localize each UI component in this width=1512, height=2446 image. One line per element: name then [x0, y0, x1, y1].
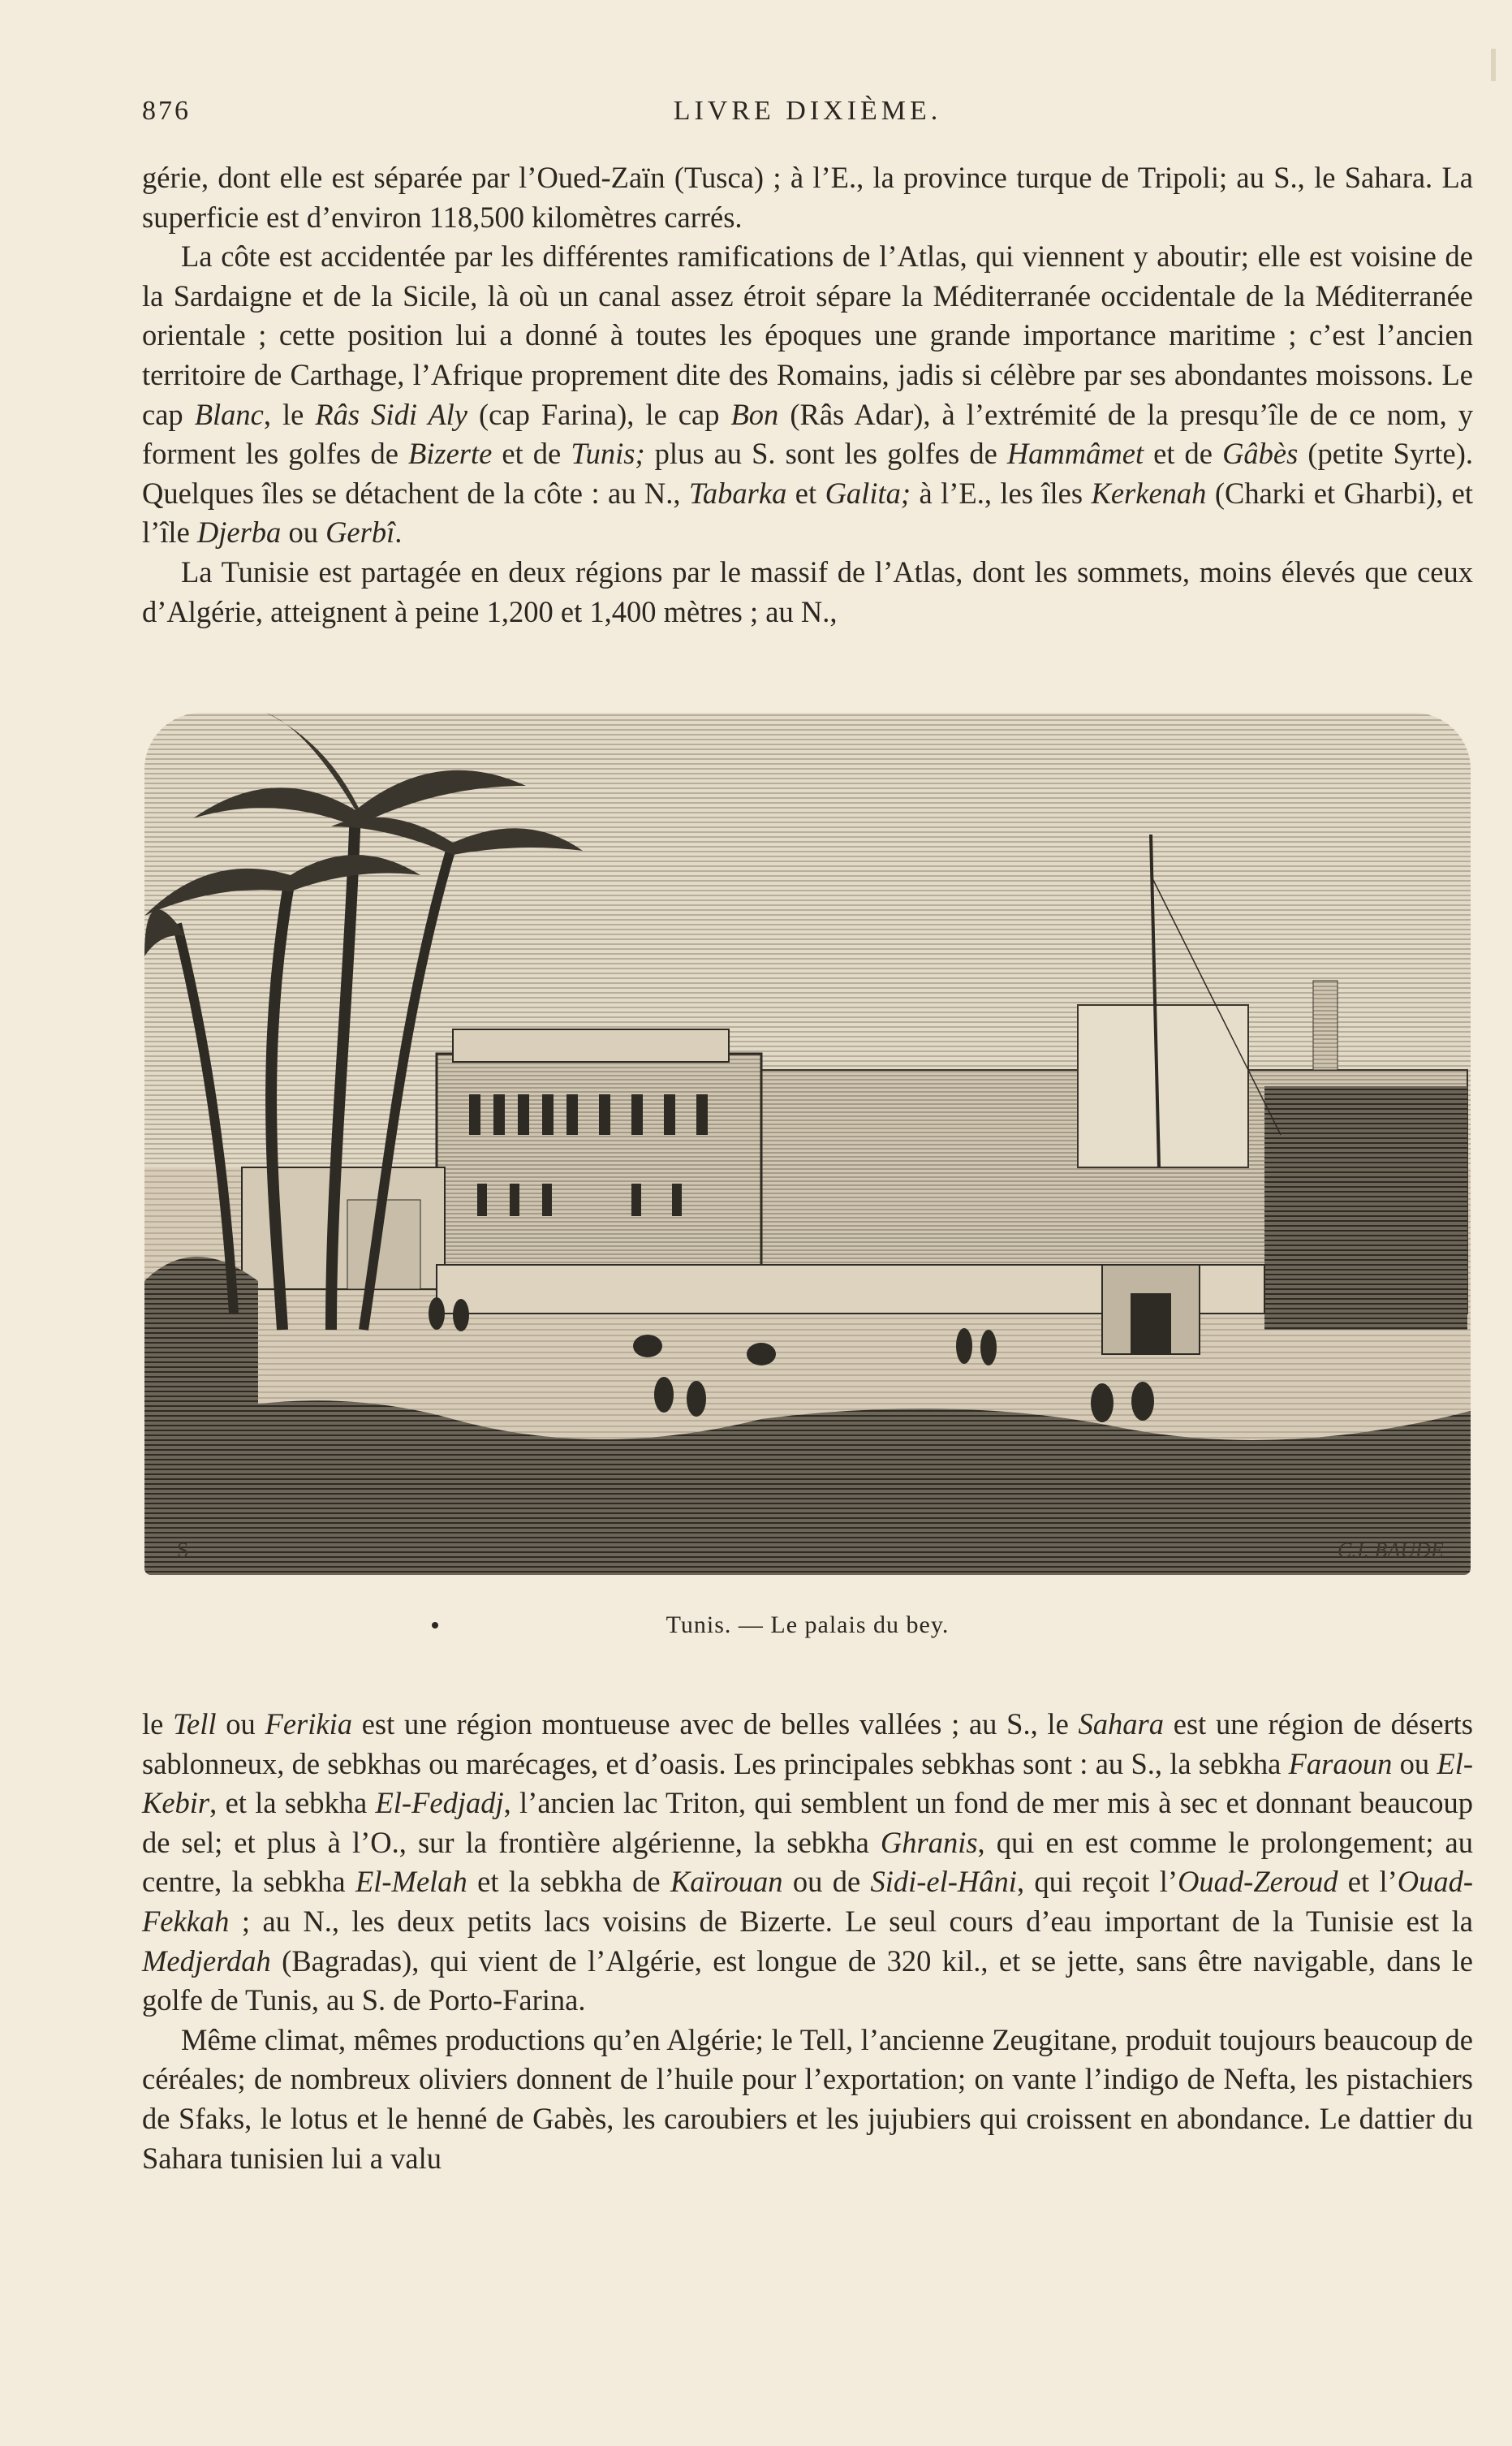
italic-term: Gâbès — [1222, 437, 1299, 471]
paragraph — [142, 1705, 1473, 2021]
text-run: La côte est accidentée par les différentes ramifications de l’Atlas, qui viennent y aboutir; elle est voisine de la Sardaigne et de la Sicile, là où un canal assez étroit sépare la Méditerranée occidentale de la Méditerranée orientale ; cette position lui a donné à toutes les époques une grande importance maritime ; c’est l’ancien territoire de Carthage, l’Afrique proprement dite des Romains, jadis si célèbre par ses abondantes moissons. Le cap — [142, 239, 1473, 431]
italic-term: Faraoun — [1288, 1746, 1393, 1780]
italic-term: Ouad-Fekkah — [142, 1865, 1474, 1938]
text-run: . — [394, 516, 403, 550]
italic-term: Medjerdah — [142, 1943, 271, 1978]
paragraph — [142, 553, 1473, 632]
italic-term: Hammâmet — [1006, 437, 1144, 471]
italic-term: Sahara — [1078, 1707, 1164, 1741]
italic-term: El-Kebir — [142, 1746, 1473, 1820]
italic-term: El-Fedjadj — [375, 1786, 504, 1820]
text-run: , le — [263, 397, 316, 431]
italic-term: Tell — [173, 1707, 217, 1741]
page-header — [142, 96, 1473, 136]
text-run: , l’ancien lac Triton, qui semblent un fond de mer mis à sec et donnant beaucoup de sel; et plus à l’O., sur la frontière algérienne, la sebkha — [142, 1786, 1473, 1859]
text-run: ou de — [782, 1865, 871, 1899]
italic-term: Djerba — [196, 516, 282, 550]
italic-term: Tabarka — [688, 476, 787, 510]
italic-term: Bizerte — [407, 437, 493, 471]
text-run: plus au S. sont les golfes de — [644, 437, 1007, 471]
text-run: et de — [492, 437, 571, 471]
text-run: Même climat, mêmes productions qu’en Algérie; le Tell, l’ancienne Zeugitane, produit toujours beaucoup de céréales; de nombreux oliviers donnent de l’huile pour l’exportation; on vante l’indigo de Nefta, les pistachiers de Sfaks, le lotus et le henné de Gabès, les caroubiers et les jujubiers qui croissent en abondance. Le dattier du Sahara tunisien lui a valu — [142, 2022, 1473, 2175]
italic-term: Tunis; — [571, 437, 645, 471]
text-run: (petite Syrte). Quelques îles se détachent de la côte : au N., — [142, 437, 1474, 510]
paragraph — [142, 2021, 1473, 2178]
text-run: , et la sebkha — [209, 1786, 376, 1820]
text-run: est une région de déserts sablonneux, de sebkhas ou marécages, et d’oasis. Les principales sebkhas sont : au S., la sebkha — [142, 1707, 1474, 1780]
text-block-top — [142, 158, 1473, 632]
text-run: (cap Farina), le cap — [467, 397, 731, 431]
text-run: (Bagradas), qui vient de l’Algérie, est longue de 320 kil., et se jette, sans être navigable, dans le golfe de Tunis, au S. de Porto-Farina. — [142, 1943, 1473, 2017]
italic-term: Kerkenah — [1091, 476, 1207, 510]
running-title: LIVRE DIXIÈME. — [673, 96, 942, 126]
italic-term: Galita; — [825, 476, 911, 510]
paragraph — [142, 237, 1473, 553]
italic-term: Bon — [730, 397, 779, 431]
text-run: à l’E., les îles — [911, 476, 1092, 510]
text-run: le — [142, 1707, 174, 1741]
italic-term: Kaïrouan — [670, 1865, 783, 1899]
text-run: ou — [216, 1707, 265, 1741]
italic-term: Ouad-Zeroud — [1178, 1865, 1338, 1899]
signature-left: S — [177, 1538, 189, 1562]
page-number: 876 — [142, 96, 191, 126]
text-run: et — [786, 476, 825, 510]
text-run: est une région montueuse avec de belles vallées ; au S., le — [351, 1707, 1079, 1741]
paragraph — [142, 158, 1473, 237]
text-run: et l’ — [1338, 1865, 1398, 1899]
paper-mark — [1491, 49, 1496, 81]
italic-term: Blanc — [194, 397, 264, 431]
italic-term: Gerbî — [325, 516, 395, 550]
text-run: (Charki et Gharbi), et l’île — [142, 476, 1473, 550]
palace-engraving — [144, 713, 1471, 1575]
text-run: La Tunisie est partagée en deux régions par le massif de l’Atlas, dont les sommets, moins élevés que ceux d’Algérie, atteignent à peine 1,200 et 1,400 mètres ; au N., — [142, 554, 1473, 628]
text-run: (Râs Adar), à l’extrémité de la presqu’île de ce nom, y forment les golfes de — [142, 397, 1474, 471]
italic-term: Ferikia — [265, 1707, 352, 1741]
italic-term: Ghranis — [880, 1825, 978, 1859]
text-run: et la sebkha de — [467, 1865, 670, 1899]
text-run: ; au N., les deux petits lacs voisins de Bizerte. Le seul cours d’eau important de la Tunisie est la — [229, 1904, 1473, 1938]
text-run: , qui en est comme le prolongement; au centre, la sebkha — [142, 1825, 1474, 1899]
text-run: ou — [1392, 1746, 1437, 1780]
italic-term: El-Melah — [355, 1865, 467, 1899]
text-run: ou — [281, 516, 326, 550]
italic-term: Sidi-el-Hâni — [870, 1865, 1017, 1899]
engraving-illustration — [144, 713, 1471, 1575]
text-run: , qui reçoit l’ — [1016, 1865, 1178, 1899]
italic-term: Râs Sidi Aly — [315, 397, 467, 431]
figure-caption: Tunis. — Le palais du bey. — [666, 1611, 950, 1638]
text-run: gérie, dont elle est séparée par l’Oued-Zaïn (Tusca) ; à l’E., la province turque de Tripoli; au S., le Sahara. La superficie est d’environ 118,500 kilomètres carrés. — [142, 161, 1473, 234]
signature-right: C.I. BAUDE — [1338, 1538, 1444, 1562]
text-block-bottom — [142, 1705, 1473, 2178]
text-run: et de — [1144, 437, 1223, 471]
